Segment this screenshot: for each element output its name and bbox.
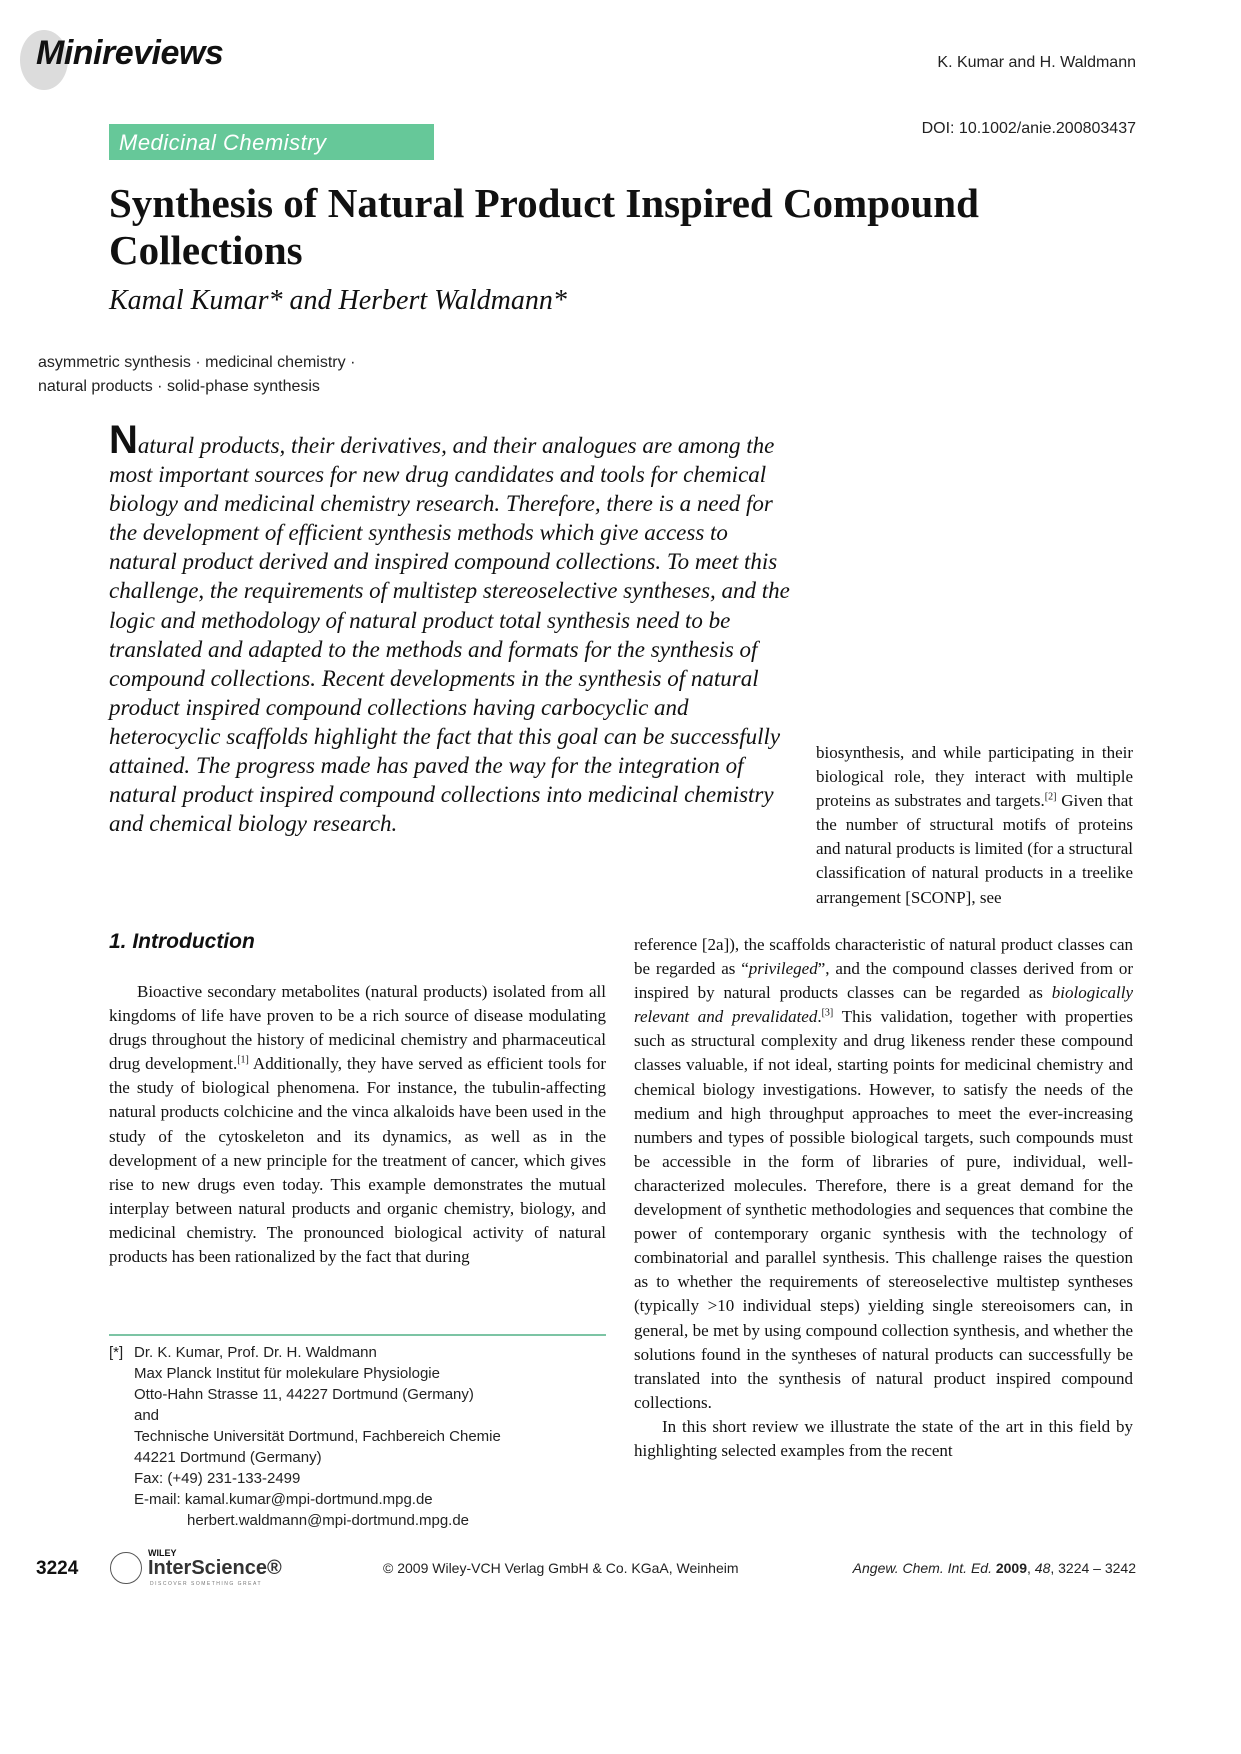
keywords-line: natural products · solid-phase synthesis xyxy=(38,378,320,395)
emphasis-privileged: privileged xyxy=(748,959,818,979)
copyright: © 2009 Wiley-VCH Verlag GmbH & Co. KGaA, Weinheim xyxy=(383,1560,739,1576)
footnote-line: Otto-Hahn Strasse 11, 44227 Dortmund (Germany) xyxy=(134,1386,474,1403)
right-column-text xyxy=(634,933,1133,1463)
journal-volume: 48 xyxy=(1034,1560,1051,1576)
footnote-email[interactable]: herbert.waldmann@mpi-dortmund.mpg.de xyxy=(187,1512,470,1529)
body-text: Given that the number of structural motifs of proteins and natural products is limited (for a structural classification of natural products in a treelike arrangement [SCONP], see xyxy=(816,791,1133,907)
body-text: . xyxy=(817,1007,822,1027)
footnote-line: Technische Universität Dortmund, Fachbereich Chemie xyxy=(134,1428,501,1445)
article-authors: Kamal Kumar* and Herbert Waldmann* xyxy=(109,285,567,316)
category-label: Medicinal Chemistry xyxy=(119,130,327,155)
abstract xyxy=(109,418,799,838)
abstract-text: atural products, their derivatives, and their analogues are among the most important sources for new drug candidates and tools for chemical biology and medicinal chemistry research. Therefore, there is a need for the development of efficient synthesis methods which give access to natural product derived and inspired compound collections. To meet this challenge, the requirements of multistep stereoselective syntheses, and the logic and methodology of natural product total synthesis need to be translated and adapted to the methods and formats for the synthesis of compound collections. Recent developments in the synthesis of natural product inspired compound collections having carbocyclic and heterocyclic scaffolds highlight the fact that this goal can be successfully attained. The progress made has paved the way for the integration of natural product inspired compound collections into medicinal chemistry and chemical biology research. xyxy=(109,433,790,837)
section-heading-introduction: 1. Introduction xyxy=(109,930,255,953)
reference-3[interactable]: [3] xyxy=(821,1007,834,1019)
paragraph xyxy=(634,933,1133,1415)
footnote-mark: [*] xyxy=(109,1344,124,1361)
reference-2[interactable]: [2] xyxy=(1044,791,1057,803)
footnote-line: Max Planck Institut für molekulare Physiologie xyxy=(134,1365,440,1382)
author-affiliation-footnote xyxy=(109,1342,606,1531)
journal-name: Angew. Chem. Int. Ed. xyxy=(852,1560,992,1576)
interscience-logo xyxy=(108,1548,282,1588)
footnote-line: and xyxy=(134,1407,160,1424)
body-text: Additionally, they have served as efficient tools for the study of biological phenomena. For instance, the tubulin-affecting natural products colchicine and the vinca alkaloids have been used in the study of the cytoskeleton and its dynamics, as well as in the development of a new principle for the treatment of cancer, which gives rise to new drugs even today. This example demonstrates the mutual interplay between natural products and organic chemistry, biology, and medicinal chemistry. The pronounced biological activity of natural products has been rationalized by the fact that during xyxy=(109,1054,606,1267)
footnote-line: Dr. K. Kumar, Prof. Dr. H. Waldmann xyxy=(134,1344,377,1361)
body-text: This validation, together with properties such as structural complexity and drug likeness render these compound classes valuable, if not ideal, starting points for medicinal chemistry and chemical biology investigations. However, to satisfy the needs of the medium and high throughput approaches to meet the ever-increasing numbers and types of possible biological targets, such compounds must be accessible in the form of libraries of pure, individual, well-characterized molecules. Therefore, there is a great demand for the development of synthetic methodologies and sequences that combine the power of contemporary organic synthesis with the technology of combinatorial and parallel synthesis. This challenge raises the question as to whether the requirements of stereoselective multistep syntheses (typically >10 individual steps) yielding single stereoisomers can, in general, be met by using compound collection synthesis, and whether the solutions found in the syntheses of natural products can successfully be translated into the synthesis of natural product inspired compound collections. xyxy=(634,1007,1134,1412)
logo-wiley: WILEY xyxy=(148,1548,177,1558)
keywords xyxy=(38,351,418,399)
body-text: Bioactive secondary metabolites (natural products) isolated from all kingdoms of life have proven to be a rich source of disease modulating drugs throughout the history of medicinal chemistry and pharmaceutical drug development. xyxy=(109,982,606,1074)
footnote-line: 44221 Dortmund (Germany) xyxy=(134,1449,322,1466)
section-label: Minireviews xyxy=(36,34,224,72)
emphasis-prevalidated: biologically relevant and prevalidated xyxy=(634,983,1133,1027)
page-number: 3224 xyxy=(36,1558,79,1579)
journal-pages: 3224 – 3242 xyxy=(1058,1560,1136,1576)
running-head: K. Kumar and H. Waldmann xyxy=(937,54,1136,71)
footnote-email[interactable]: E-mail: kamal.kumar@mpi-dortmund.mpg.de xyxy=(134,1491,433,1508)
journal-year: 2009 xyxy=(995,1560,1027,1576)
logo-tagline: DISCOVER SOMETHING GREAT xyxy=(150,1581,263,1587)
journal-citation: Angew. Chem. Int. Ed. 2009, 48, 3224 – 3242 xyxy=(852,1560,1136,1576)
paragraph: In this short review we illustrate the state of the art in this field by highlighting selected examples from the recent xyxy=(634,1416,1133,1460)
body-text: reference [2a]), the scaffolds characteristic of natural product classes can be regarded as “ xyxy=(634,935,1133,979)
category-banner xyxy=(109,124,434,160)
footnote-fax: Fax: (+49) 231-133-2499 xyxy=(134,1470,301,1487)
left-column-text xyxy=(109,980,606,1269)
body-text: ”, and the compound classes derived from or inspired by natural products classes can be regarded as xyxy=(634,959,1133,1003)
right-column-top-text xyxy=(816,741,1133,910)
article-title: Synthesis of Natural Product Inspired Compound Collections xyxy=(109,180,979,273)
keywords-line: asymmetric synthesis · medicinal chemistry · xyxy=(38,354,356,371)
globe-icon xyxy=(110,1552,142,1584)
doi[interactable]: DOI: 10.1002/anie.200803437 xyxy=(921,120,1136,137)
footnote-divider xyxy=(109,1334,606,1336)
reference-1[interactable]: [1] xyxy=(237,1054,249,1066)
logo-interscience: InterScience® xyxy=(148,1557,282,1579)
abstract-dropcap: N xyxy=(109,418,138,462)
body-text: biosynthesis, and while participating in their biological role, they interact with multiple proteins as substrates and targets. xyxy=(816,743,1133,811)
